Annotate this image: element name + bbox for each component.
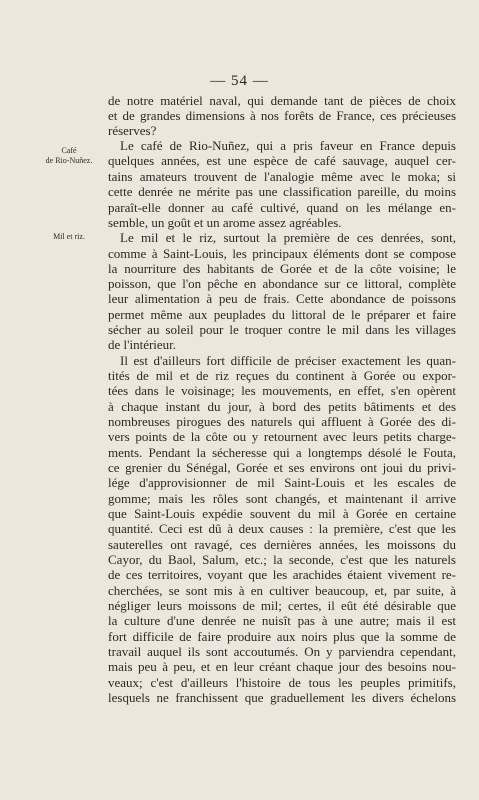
text-line: paraît-elle donner au café cultivé, quand on les mélange en- xyxy=(108,200,456,215)
text-line: comme à Saint-Louis, les principaux éléments dont se compose xyxy=(108,246,456,261)
text-line: gomme; mais les rôles sont changés, et maintenant il arrive xyxy=(108,491,456,506)
text-line: tités de mil et de riz reçues du continent à Gorée ou expor- xyxy=(108,368,456,383)
text-line: cette denrée ne mérite pas une classification pareille, du moins xyxy=(108,184,456,199)
text-line: de notre matériel naval, qui demande tant de pièces de choix xyxy=(108,93,456,108)
text-line: la nourriture des habitants de Gorée et de la côte voisine; le xyxy=(108,261,456,276)
text-line: ce grenier du Sénégal, Gorée et ses environs ont joui du privi- xyxy=(108,460,456,475)
text-line: tées dans le voisinage; les mouvements, en effet, s'en opèrent xyxy=(108,383,456,398)
margin-note-mil-riz: Mil et riz. xyxy=(53,232,85,241)
text-line: tains amateurs trouvent de l'analogie même avec le moka; si xyxy=(108,169,456,184)
text-line: vers points de la côte ou y retournent avec leurs petits charge- xyxy=(108,429,456,444)
text-line: permet même aux peuplades du littoral de le préparer et faire xyxy=(108,307,456,322)
text-line: cherchées, se sont mis à en cultiver beaucoup, et, par suite, à xyxy=(108,583,456,598)
text-line: travail auquel ils sont accoutumés. On y parviendra cependant, xyxy=(108,644,456,659)
text-line: Le mil et le riz, surtout la première de ces denrées, sont, xyxy=(120,230,456,245)
text-line: sauterelles ont ravagé, ces dernières années, les moissons du xyxy=(108,537,456,552)
text-line: semble, un goût et un arome assez agréables. xyxy=(108,215,342,230)
text-line: de ces territoires, voyant que les arachides étaient vivement re- xyxy=(108,567,456,582)
text-line: que Saint-Louis expédie souvent du mil à Gorée en certaine xyxy=(108,506,456,521)
text-line: à chaque instant du jour, à bord des petits bâtiments et des xyxy=(108,399,456,414)
text-line: poisson, que l'on pêche en abondance sur ce littoral, complète xyxy=(108,276,456,291)
text-line: quelques années, est une espèce de café sauvage, auquel cer- xyxy=(108,153,456,168)
margin-note-cafe: Café xyxy=(61,146,77,155)
text-line: négliger leurs moissons de mil; certes, il eût été désirable que xyxy=(108,598,456,613)
text-line: Il est d'ailleurs fort difficile de préciser exactement les quan- xyxy=(120,353,456,368)
text-line: sécher au soleil pour le troquer contre le mil dans les villages xyxy=(108,322,456,337)
margin-note-rio-nunez: de Rio-Nuñez. xyxy=(45,156,93,165)
text-line: quantité. Ceci est dû à deux causes : la première, c'est que les xyxy=(108,521,456,536)
text-line: veaux; c'est d'ailleurs l'histoire de tous les peuples primitifs, xyxy=(108,675,456,690)
text-line: de l'intérieur. xyxy=(108,337,177,352)
text-line: leur alimentation à peu de frais. Cette abondance de poissons xyxy=(108,291,456,306)
page-number: — 54 — xyxy=(210,73,269,89)
text-line: mais peu à peu, et en leur créant chaque jour des besoins nou- xyxy=(108,659,456,674)
text-line: réserves? xyxy=(108,123,157,138)
text-line: Cayor, du Baol, Salum, etc.; la seconde, c'est que les naturels xyxy=(108,552,456,567)
text-line: lesquels ne franchissent que graduellement les divers échelons xyxy=(108,690,456,705)
text-line: et de grandes dimensions à nos forêts de France, ces précieuses xyxy=(108,108,456,123)
text-line: la culture d'une denrée ne nuisît pas à une autre; mais il est xyxy=(108,613,456,628)
text-line: lége d'approvisionner de mil Saint-Louis et les escales de xyxy=(108,475,456,490)
text-line: fort difficile de faire produire aux noirs plus que la somme de xyxy=(108,629,456,644)
text-line: ments. Pendant la sécheresse qui a longtemps désolé le Fouta, xyxy=(108,445,456,460)
text-line: nombreuses pirogues des naturels qui affluent à Gorée des di- xyxy=(108,414,456,429)
text-line: Le café de Rio-Nuñez, qui a pris faveur en France depuis xyxy=(120,138,456,153)
